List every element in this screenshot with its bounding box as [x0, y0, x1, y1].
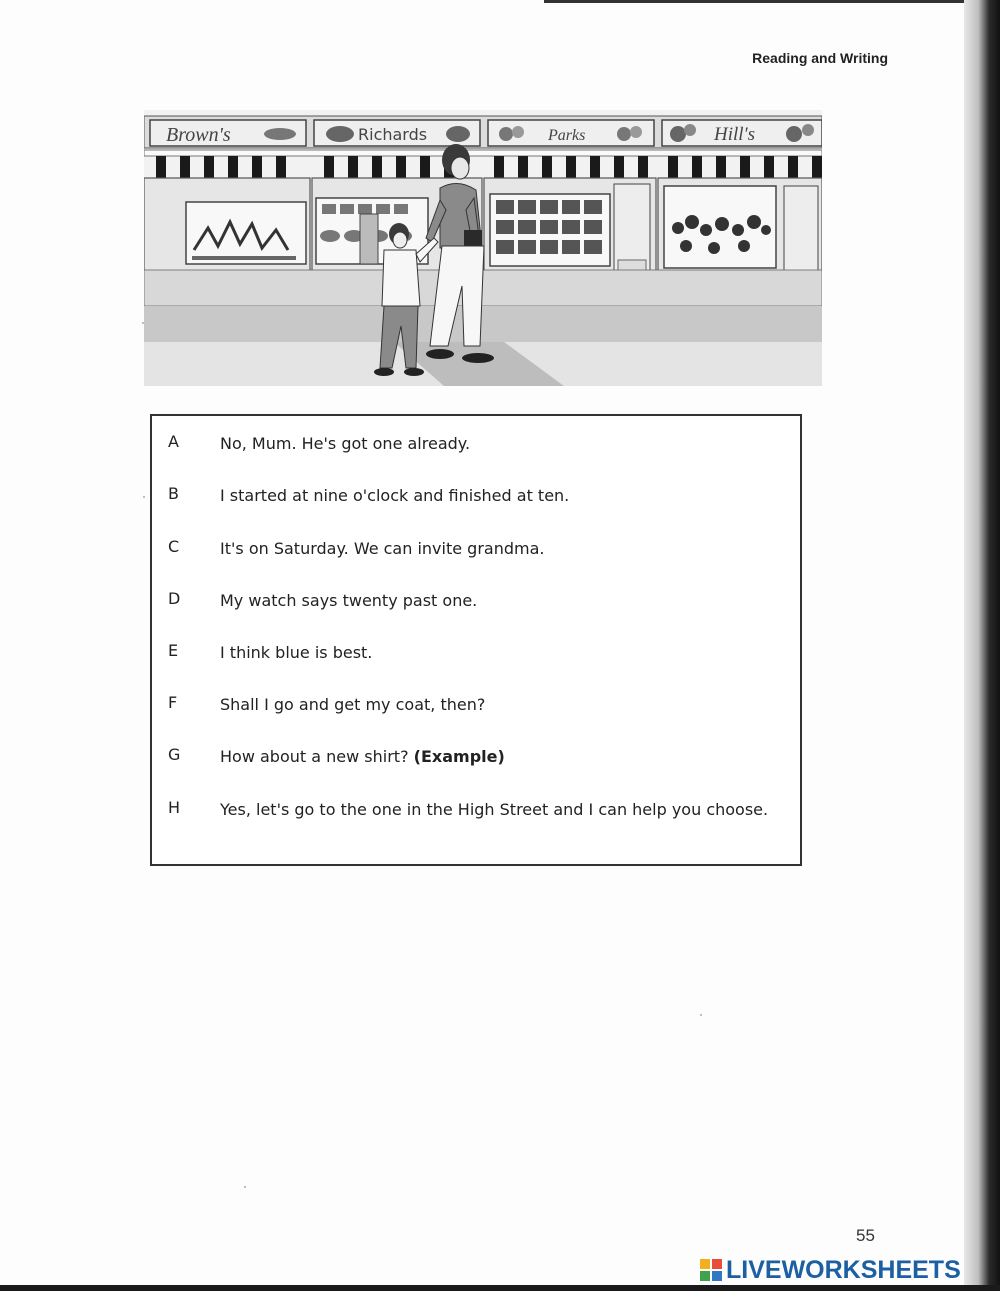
- option-text: I think blue is best.: [220, 643, 373, 662]
- option-text: My watch says twenty past one.: [220, 591, 478, 610]
- book-edge-top: [544, 0, 964, 3]
- fish-shop-window: [186, 202, 306, 264]
- option-letter: G: [168, 745, 181, 764]
- liveworksheets-logo-icon: [700, 1259, 722, 1281]
- option-text: Shall I go and get my coat, then?: [220, 695, 486, 714]
- option-text-wrap: [220, 745, 780, 768]
- section-title: Reading and Writing: [752, 50, 888, 66]
- option-letter: H: [168, 798, 181, 817]
- brand-name: LIVEWORKSHEETS: [726, 1255, 961, 1284]
- example-note: (Example): [413, 747, 505, 766]
- option-text: How about a new shirt?: [220, 747, 409, 766]
- option-text: I started at nine o'clock and finished at ten.: [220, 486, 570, 505]
- option-letter: D: [168, 589, 181, 608]
- scan-speck: [244, 1186, 246, 1188]
- liveworksheets-brand[interactable]: [700, 1256, 961, 1284]
- option-text: Yes, let's go to the one in the High Street and I can help you choose.: [220, 800, 769, 819]
- shop-sign-parks: [488, 120, 654, 146]
- sign-text-hills: Hill's: [714, 124, 756, 145]
- shop-sign-browns: [150, 120, 306, 146]
- option-letter: C: [168, 537, 180, 556]
- shopping-street-illustration: [144, 110, 822, 386]
- sign-text-parks: Parks: [548, 127, 586, 144]
- scan-speck: [142, 322, 144, 324]
- sign-text-browns: Brown's: [166, 124, 231, 146]
- scan-speck: [700, 1014, 702, 1016]
- sign-text-richards: Richards: [358, 125, 428, 144]
- option-letter: E: [168, 641, 179, 660]
- option-letter: F: [168, 693, 178, 712]
- option-letter: B: [168, 484, 179, 503]
- answer-options-box: [150, 414, 802, 866]
- option-text: No, Mum. He's got one already.: [220, 434, 471, 453]
- book-spine-shadow: [964, 0, 1000, 1291]
- shop-sign-richards: [314, 120, 480, 146]
- option-letter: A: [168, 432, 179, 451]
- book-edge-bottom: [0, 1285, 1000, 1291]
- page-number: 55: [856, 1226, 875, 1245]
- scan-speck: [143, 496, 145, 498]
- option-text: It's on Saturday. We can invite grandma.: [220, 539, 545, 558]
- shop-sign-hills: [662, 120, 822, 146]
